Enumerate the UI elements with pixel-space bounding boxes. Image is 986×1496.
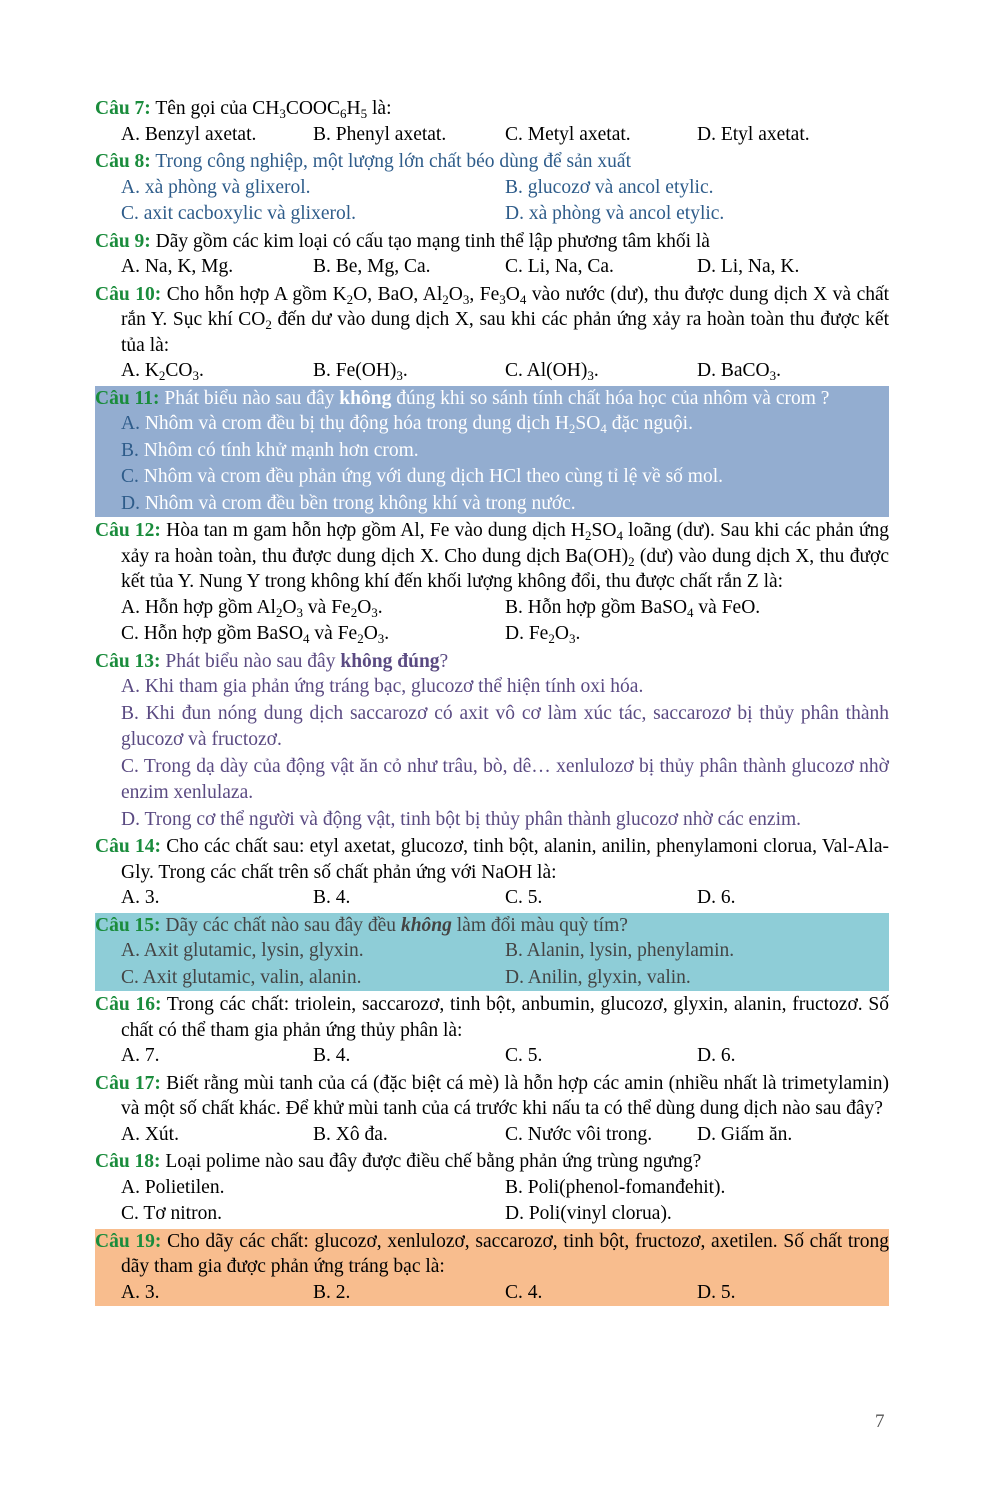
option-b: B. 2. (313, 1281, 351, 1303)
option-d: D. xà phòng và ancol etylic. (505, 203, 725, 224)
question-9 (95, 229, 889, 281)
question-stem: Câu 11: Phát biểu nào sau đây không đúng khi so sánh tính chất hóa học của nhôm và crom ? (95, 387, 830, 409)
option-c: C. Metyl axetat. (505, 123, 631, 145)
question-stem: Câu 12: Hòa tan m gam hỗn hợp gồm Al, Fe vào dung dịch $H_2SO_4$ loãng (dư). Sau khi các phản ứng xảy ra hoàn toàn, thu được dung dịch X. Cho dung dịch $Ba(OH)_2$ (dư) vào dung dịch X, thu được kết tủa Y. Nung Y trong không khí đến khối lượng không đổi, thu được chất rắn Z là: (95, 520, 890, 592)
option-a: A. Na, K, Mg. (121, 256, 234, 277)
options-row (95, 965, 889, 992)
question-label: Câu 15: (95, 914, 161, 936)
options-row (95, 621, 889, 648)
options-row (95, 175, 889, 202)
option-a: A. Xút. (121, 1123, 179, 1145)
question-label: Câu 10: (95, 283, 162, 305)
question-stem: Câu 19: Cho dãy các chất: glucozơ, xenlulozơ, saccarozơ, tinh bột, fructozơ, axetilen. Số chất trong dãy tham gia được phản ứng tráng bạc là: (95, 1230, 890, 1277)
option-d: D. Li, Na, K. (697, 256, 800, 277)
question-label: Câu 8: (95, 151, 151, 172)
option-d: D. Poli(vinyl clorua). (505, 1203, 672, 1224)
question-7 (95, 96, 889, 148)
question-11 (95, 386, 889, 518)
option-b: B. Hỗn hợp gồm BaSO$_4$ và FeO. (505, 596, 761, 620)
option-c: C. Li, Na, Ca. (505, 256, 614, 277)
question-stem: Câu 14: Cho các chất sau: etyl axetat, glucozơ, tinh bột, alanin, anilin, phenylamoni clorua, Val-Ala-Gly. Trong các chất trên số chất phản ứng với NaOH là: (95, 836, 890, 883)
question-stem: Câu 15: Dãy các chất nào sau đây đều không làm đổi màu quỳ tím? (95, 914, 628, 936)
options-row (95, 1043, 889, 1070)
options-row (95, 358, 889, 385)
question-stem: Câu 9: Dãy gồm các kim loại có cấu tạo mạng tinh thể lập phương tâm khối là (95, 230, 710, 252)
option-a: A. 7. (121, 1045, 160, 1066)
question-label: Câu 11: (95, 387, 160, 409)
question-label: Câu 16: (95, 994, 162, 1015)
question-19 (95, 1229, 889, 1307)
option-c: C. 5. (505, 887, 543, 908)
options-row (95, 1201, 889, 1228)
question-stem: Câu 16: Trong các chất: triolein, saccarozơ, tinh bột, anbumin, glucozơ, glyxin, alanin, fructozơ. Số chất có thể tham gia phản ứng thủy phân là: (95, 994, 889, 1041)
question-17 (95, 1071, 889, 1149)
option-d: D. Trong cơ thể người và động vật, tinh bột bị thủy phân thành glucozơ nhờ các enzim. (121, 808, 802, 830)
option-d: D. Nhôm và crom đều bền trong không khí và trong nước. (121, 492, 576, 514)
options-row (95, 1280, 889, 1307)
option-b: B. 4. (313, 887, 351, 908)
options-row (95, 201, 889, 228)
option-d: D. 6. (697, 1045, 736, 1066)
option-c: C. Trong dạ dày của động vật ăn cỏ như trâu, bò, dê… xenlulozơ bị thủy phân thành glucozơ nhờ enzim xenlulaza. (121, 755, 889, 803)
option-d: D. $Fe_2O_3$. (505, 623, 581, 646)
question-stem: Câu 18: Loại polime nào sau đây được điều chế bằng phản ứng trùng ngưng? (95, 1151, 702, 1172)
question-stem: Câu 13: Phát biểu nào sau đây không đúng? (95, 650, 449, 672)
question-stem: Câu 10: Cho hỗn hợp A gồm $K_2O$, BaO, $Al_2O_3$, $Fe_3O_4$ vào nước (dư), thu được dung dịch X và chất rắn Y. Sục khí $CO_2$ đến dư vào dung dịch X, sau khi các phản ứng xảy ra hoàn toàn thu được kết tủa là: (95, 283, 890, 356)
question-label: Câu 13: (95, 650, 161, 672)
option-b: B. Alanin, lysin, phenylamin. (505, 940, 735, 961)
option-a: A. $K_2CO_3$. (121, 360, 204, 383)
question-stem: Câu 17: Biết rằng mùi tanh của cá (đặc biệt cá mè) là hỗn hợp các amin (nhiều nhất là trimetylamin) và một số chất khác. Để khử mùi tanh của cá trước khi nấu ta có thể dùng dung dịch nào sau đây? (95, 1072, 890, 1119)
options-row (95, 254, 889, 281)
option-c: C. 5. (505, 1045, 543, 1066)
question-12 (95, 518, 889, 648)
question-label: Câu 14: (95, 836, 161, 857)
options-row (95, 1122, 889, 1149)
options-row (95, 595, 889, 622)
option-d: D. BaCO$_3$. (697, 360, 781, 383)
option-b: B. Be, Mg, Ca. (313, 256, 431, 277)
question-16 (95, 992, 889, 1070)
options-row (95, 885, 889, 912)
question-10 (95, 282, 889, 385)
option-c: C. Axit glutamic, valin, alanin. (121, 966, 362, 988)
options-row (95, 122, 889, 149)
option-a: A. Hỗn hợp gồm $Al_2O_3$ và $Fe_2O_3$. (121, 596, 383, 620)
option-a: A. Polietilen. (121, 1176, 225, 1198)
option-a: A. Nhôm và crom đều bị thụ động hóa trong dung dịch $H_2SO_4$ đặc nguội. (121, 413, 693, 436)
option-d: D. 5. (697, 1281, 736, 1303)
option-b: B. 4. (313, 1045, 351, 1066)
option-d: D. Etyl axetat. (697, 123, 810, 145)
option-a: A. Axit glutamic, lysin, glyxin. (121, 940, 364, 961)
option-b: B. Nhôm có tính khử mạnh hơn crom. (121, 439, 419, 461)
option-a: A. 3. (121, 887, 160, 908)
question-label: Câu 19: (95, 1230, 162, 1252)
option-a: A. Khi tham gia phản ứng tráng bạc, glucozơ thể hiện tính oxi hóa. (121, 676, 644, 697)
question-label: Câu 7: (95, 98, 151, 119)
question-14 (95, 834, 889, 912)
option-c: C. Nước vôi trong. (505, 1123, 653, 1145)
option-b: B. glucozơ và ancol etylic. (505, 176, 714, 198)
option-c: C. $Al(OH)_3$. (505, 360, 599, 383)
option-d: D. 6. (697, 887, 736, 908)
question-18 (95, 1149, 889, 1228)
page-number: 7 (875, 1411, 885, 1432)
option-c: C. 4. (505, 1281, 543, 1303)
question-label: Câu 17: (95, 1072, 161, 1094)
question-8 (95, 149, 889, 228)
question-label: Câu 9: (95, 230, 151, 252)
option-b: B. Khi đun nóng dung dịch saccarozơ có axit vô cơ làm xúc tác, saccarozơ bị thủy phân thành glucozơ và fructozơ. (121, 702, 889, 750)
options-row (95, 938, 889, 965)
question-stem: Câu 8: Trong công nghiệp, một lượng lớn chất béo dùng để sản xuất (95, 151, 631, 172)
option-d: D. Anilin, glyxin, valin. (505, 966, 691, 988)
question-13 (95, 649, 889, 834)
option-b: B. Poli(phenol-fomanđehit). (505, 1176, 726, 1198)
question-label: Câu 12: (95, 520, 161, 541)
question-15 (95, 913, 889, 992)
options-row (95, 1175, 889, 1202)
option-b: B. Phenyl axetat. (313, 123, 447, 145)
option-a: A. 3. (121, 1281, 160, 1303)
option-d: D. Giấm ăn. (697, 1123, 793, 1145)
option-b: B. $Fe(OH)_3$. (313, 360, 408, 383)
option-b: B. Xô đa. (313, 1123, 388, 1145)
option-c: C. Tơ nitron. (121, 1203, 222, 1224)
option-a: A. xà phòng và glixerol. (121, 176, 311, 198)
page-content (95, 96, 889, 1306)
option-a: A. Benzyl axetat. (121, 123, 257, 145)
option-c: C. axit cacboxylic và glixerol. (121, 203, 357, 224)
option-c: C. Nhôm và crom đều phản ứng với dung dịch HCl theo cùng tỉ lệ về số mol. (121, 466, 724, 487)
question-label: Câu 18: (95, 1151, 161, 1172)
option-c: C. Hỗn hợp gồm BaSO$_4$ và $Fe_2O_3$. (121, 623, 390, 646)
question-stem: Câu 7: Tên gọi của $CH_3COOC_6H_5$ là: (95, 98, 392, 121)
